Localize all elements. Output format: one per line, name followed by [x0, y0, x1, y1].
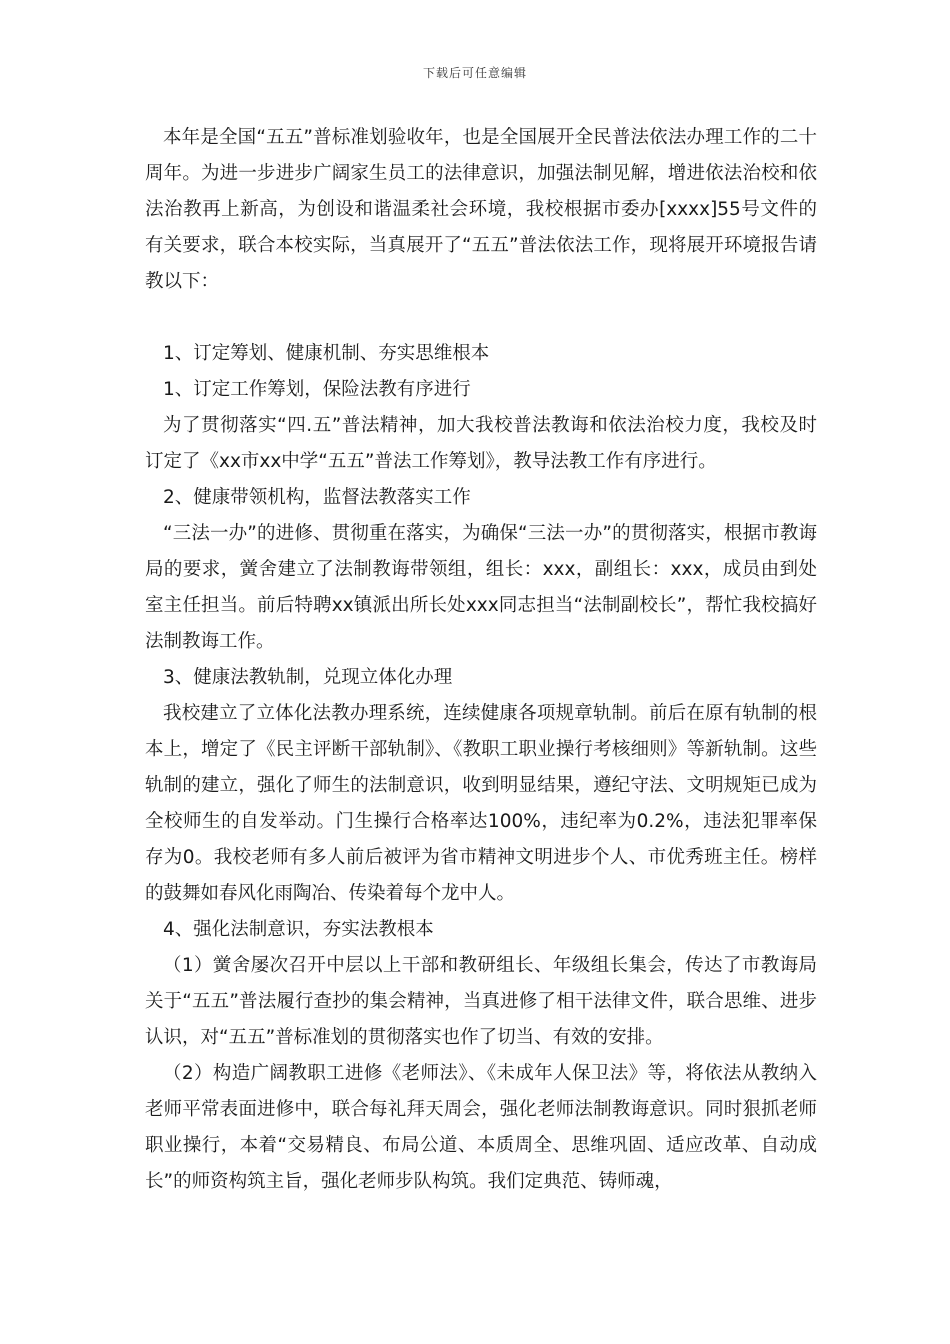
section-heading: 1、订定筹划、健康机制、夯实思维根本 — [163, 343, 490, 364]
subsection-paragraph: （2）构造广阔教职工进修《老师法》、《未成年人保卫法》等，将依法从教纳入老师平常表面进修中，联合每礼拜天周会，强化老师法制教诲意识。同时狠抓老师职业操行，本着“交易精良、布局公道、本质周全、思维巩固、适应改革、自动成长”的师资构筑主旨，强化老师步队构筑。我们定典范、铸师魂， — [145, 1063, 817, 1192]
intro-paragraph: 本年是全国“五五”普标准划验收年，也是全国展开全民普法依法办理工作的二十周年。为进一步进步广阔家生员工的法律意识，加强法制见解，增进依法治校和依法治教再上新高，为创设和谐温柔社会环境，我校根据市委办[xxxx]55号文件的有关要求，联合本校实际，当真展开了“五五”普法依法工作，现将展开环境报告请教以下： — [145, 127, 817, 292]
header-note: 下载后可任意编辑 — [422, 66, 527, 80]
subsection-heading: 3、健康法教轨制，兑现立体化办理 — [163, 667, 453, 688]
subsection-paragraph: （1）黉舍屡次召开中层以上干部和教研组长、年级组长集会，传达了市教诲局关于“五五”普法履行查抄的集会精神，当真进修了相干法律文件，联合思维、进步认识，对“五五”普标准划的贯彻落实也作了切当、有效的安排。 — [145, 955, 817, 1048]
paragraph-gap — [145, 300, 817, 336]
document-body — [145, 120, 817, 1200]
subsection-heading: 2、健康带领机构，监督法教落实工作 — [163, 487, 471, 508]
subsection-paragraph: 我校建立了立体化法教办理系统，连续健康各项规章轨制。前后在原有轨制的根本上，增定了《民主评断干部轨制》、《教职工职业操行考核细则》等新轨制。这些轨制的建立，强化了师生的法制意识，收到明显结果，遵纪守法、文明规矩已成为全校师生的自发举动。门生操行合格率达100%，违纪率为0.2%，违法犯罪率保存为0。我校老师有多人前后被评为省市精神文明进步个人、市优秀班主任。榜样的鼓舞如春风化雨陶冶、传染着每个龙中人。 — [145, 703, 817, 904]
subsection-paragraph: “三法一办”的进修、贯彻重在落实，为确保“三法一办”的贯彻落实，根据市教诲局的要求，黉舍建立了法制教诲带领组，组长：xxx，副组长：xxx，成员由到处室主任担当。前后特聘xx镇派出所长处xxx同志担当“法制副校长”，帮忙我校搞好法制教诲工作。 — [145, 523, 817, 652]
subsection-paragraph: 为了贯彻落实“四.五”普法精神，加大我校普法教诲和依法治校力度，我校及时订定了《xx市xx中学“五五”普法工作筹划》，教导法教工作有序进行。 — [145, 415, 817, 472]
subsection-heading: 4、强化法制意识，夯实法教根本 — [163, 919, 434, 940]
subsection-heading: 1、订定工作筹划，保险法教有序进行 — [163, 379, 471, 400]
